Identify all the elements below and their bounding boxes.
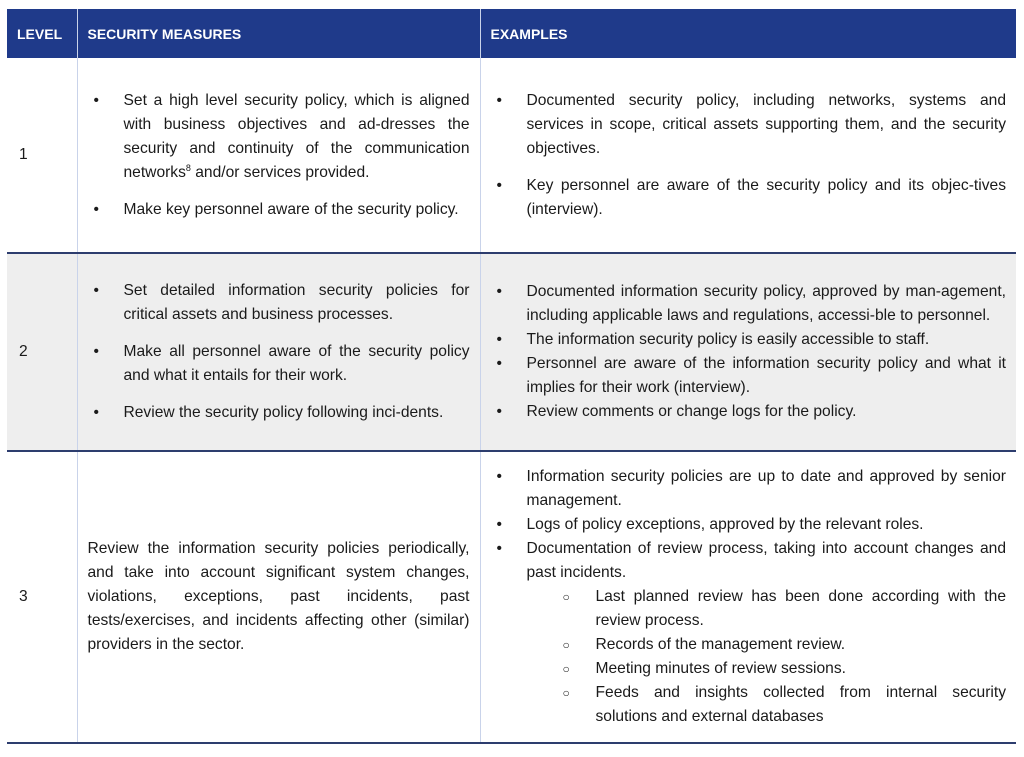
measures-list	[88, 279, 470, 425]
measures-cell	[77, 253, 480, 451]
list-item: • Review comments or change logs for the policy.	[491, 400, 1007, 424]
list-item: • Logs of policy exceptions, approved by the relevant roles.	[491, 513, 1007, 537]
list-item: • Review the security policy following inci-dents.	[88, 401, 470, 425]
sub-list-item: ○ Records of the management review.	[491, 633, 1007, 657]
sub-list-item: ○ Feeds and insights collected from internal security solutions and external databases	[491, 681, 1007, 729]
list-item: • Documented information security policy, approved by man-agement, including applicable laws and regulations, accessi-ble to personnel.	[491, 280, 1007, 328]
header-level: LEVEL	[7, 9, 77, 58]
measures-text: Review the information security policies periodically, and take into account significant system changes, violations, exceptions, past incidents, past tests/exercises, and incidents affecting other (similar) providers in the sector.	[87, 540, 470, 653]
list-item: • Make all personnel aware of the security policy and what it entails for their work.	[88, 340, 470, 388]
sub-list-item: ○ Last planned review has been done according with the review process.	[491, 585, 1007, 633]
list-item: • The information security policy is easily accessible to staff.	[491, 328, 1007, 352]
level-cell: 1	[7, 58, 77, 253]
table-row-level-1	[7, 58, 1016, 253]
header-examples: EXAMPLES	[480, 9, 1016, 58]
list-item: • Make key personnel aware of the security policy.	[88, 198, 470, 222]
table-row-level-3	[7, 451, 1016, 743]
list-item: • Personnel are aware of the information security policy and what it implies for their work (interview).	[491, 352, 1007, 400]
level-cell: 2	[7, 253, 77, 451]
sub-list-item: ○ Meeting minutes of review sessions.	[491, 657, 1007, 681]
level-cell: 3	[7, 451, 77, 743]
security-measures-table	[7, 9, 1016, 744]
examples-list	[491, 465, 1007, 585]
list-item: • Information security policies are up to date and approved by senior management.	[491, 465, 1007, 513]
examples-cell	[480, 58, 1016, 253]
list-item: • Set a high level security policy, which is aligned with business objectives and ad-dresses the security and continuity of the communication networks$^8$ and/or services provided.	[88, 89, 470, 185]
measures-list	[88, 89, 470, 222]
examples-list	[491, 89, 1007, 222]
measures-cell	[77, 451, 480, 743]
list-item: • Documented security policy, including networks, systems and services in scope, critical assets supporting them, and the security objectives.	[491, 89, 1007, 161]
examples-cell	[480, 253, 1016, 451]
list-item: • Set detailed information security policies for critical assets and business processes.	[88, 279, 470, 327]
sub-examples-list	[491, 585, 1007, 729]
header-security-measures: SECURITY MEASURES	[77, 9, 480, 58]
examples-cell	[480, 451, 1016, 743]
list-item: • Key personnel are aware of the security policy and its objec-tives (interview).	[491, 174, 1007, 222]
list-item: • Documentation of review process, taking into account changes and past incidents.	[491, 537, 1007, 585]
table-row-level-2	[7, 253, 1016, 451]
table-header-row	[7, 9, 1016, 58]
measures-cell	[77, 58, 480, 253]
examples-list	[491, 280, 1007, 424]
